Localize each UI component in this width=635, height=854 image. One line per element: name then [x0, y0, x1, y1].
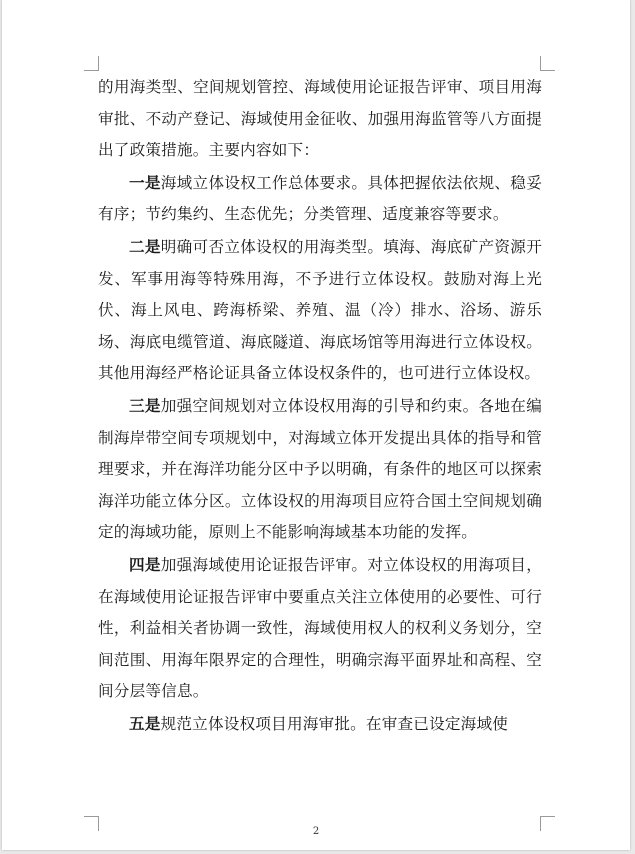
crop-mark-top-right — [540, 56, 555, 71]
page-number: 2 — [312, 826, 320, 837]
paragraph-text: 加强海域使用论证报告评审。对立体设权的用海项目，在海域使用论证报告评审中要重点关注立体使用的必要性、可行性，利益相关者协调一致性，海域使用权人的权利义务划分，空间范围、用海年限界定的合理性，明确宗海平面界址和高程、空间分层等信息。 — [98, 555, 542, 701]
paragraph-lead: 四是 — [129, 554, 161, 574]
paragraph-lead: 二是 — [129, 236, 161, 256]
document-body — [98, 72, 542, 740]
paragraph-text: 加强空间规划对立体设权用海的引导和约束。各地在编制海岸带空间专项规划中，对海域立体开发提出具体的指导和管理要求，并在海洋功能分区中予以明确，有条件的地区可以探索海洋功能立体分区。立体设权的用海项目应符合国土空间规划确定的海域功能，原则上不能影响海域基本功能的发挥。 — [98, 396, 542, 542]
paragraph-text: 规范立体设权项目用海审批。在审查已设定海域使 — [160, 714, 509, 733]
paragraph-lead: 三是 — [129, 395, 161, 415]
paragraph-text: 海域立体设权工作总体要求。具体把握依法依规、稳妥有序；节约集约、生态优先；分类管理、适度兼容等要求。 — [98, 173, 542, 224]
paragraph-text: 的用海类型、空间规划管控、海域使用论证报告评审、项目用海审批、不动产登记、海域使用金征收、加强用海监管等八方面提出了政策措施。主要内容如下： — [98, 78, 542, 160]
paragraph-point-5 — [98, 708, 542, 741]
paragraph-point-1 — [98, 167, 542, 231]
paragraph-intro-continued — [98, 72, 542, 167]
paragraph-point-3 — [98, 390, 542, 549]
paragraph-lead: 一是 — [129, 172, 161, 192]
paragraph-point-4 — [98, 549, 542, 708]
paragraph-text: 明确可否立体设权的用海类型。填海、海底矿产资源开发、军事用海等特殊用海，不予进行立体设权。鼓励对海上光伏、海上风电、跨海桥梁、养殖、温（冷）排水、浴场、游乐场、海底电缆管道、海底隧道、海底场馆等用海进行立体设权。其他用海经严格论证具备立体设权条件的，也可进行立体设权。 — [98, 237, 542, 383]
paragraph-lead: 五是 — [129, 713, 161, 733]
document-page — [2, 0, 630, 850]
paragraph-point-2 — [98, 231, 542, 390]
crop-mark-top-left — [84, 56, 99, 71]
